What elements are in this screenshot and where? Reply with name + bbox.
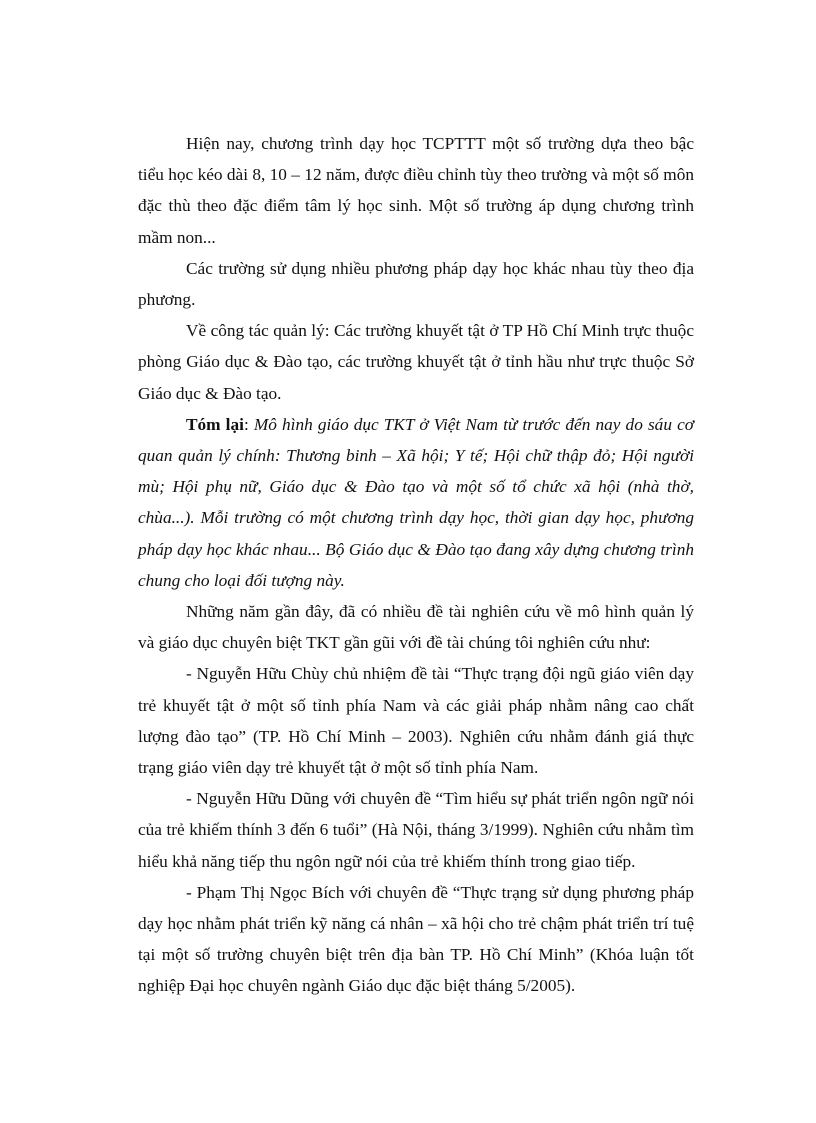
paragraph-curriculum: Hiện nay, chương trình dạy học TCPTTT một số trường dựa theo bậc tiểu học kéo dài 8, 10 – 12 năm, được điều chỉnh tùy theo trường và một số môn đặc thù theo đặc điểm tâm lý học sinh. Một số trường áp dụng chương trình mầm non...: [138, 134, 694, 247]
summary-separator: :: [243, 414, 254, 434]
list-item-research-dung: - Nguyễn Hữu Dũng với chuyên đề “Tìm hiểu sự phát triển ngôn ngữ nói của trẻ khiếm thính 3 đến 6 tuổi” (Hà Nội, tháng 3/1999). Nghiên cứu nhằm tìm hiểu khả năng tiếp thu ngôn ngữ nói của trẻ khiếm thính trong giao tiếp.: [138, 789, 694, 871]
summary-text: Mô hình giáo dục TKT ở Việt Nam từ trước đến nay do sáu cơ quan quản lý chính: Thương binh – Xã hội; Y tế; Hội chữ thập đỏ; Hội người mù; Hội phụ nữ, Giáo dục & Đào tạo và một số tổ chức xã hội (nhà thờ, chùa...). Mỗi trường có một chương trình dạy học, thời gian dạy học, phương pháp dạy học khác nhau... Bộ Giáo dục & Đào tạo đang xây dựng chương trình chung cho loại đối tượng này.: [138, 414, 694, 590]
paragraph-teaching-methods: Các trường sử dụng nhiều phương pháp dạy học khác nhau tùy theo địa phương.: [138, 258, 694, 310]
paragraph-management: Về công tác quản lý: Các trường khuyết tật ở TP Hồ Chí Minh trực thuộc phòng Giáo dục & Đào tạo, các trường khuyết tật ở tỉnh hầu như trực thuộc Sở Giáo dục & Đào tạo.: [138, 321, 694, 403]
list-item-research-bich: - Phạm Thị Ngọc Bích với chuyên đề “Thực trạng sử dụng phương pháp dạy học nhằm phát triển kỹ năng cá nhân – xã hội cho trẻ chậm phát triển trí tuệ tại một số trường chuyên biệt trên địa bàn TP. Hồ Chí Minh” (Khóa luận tốt nghiệp Đại học chuyên ngành Giáo dục đặc biệt tháng 5/2005).: [138, 882, 694, 996]
page-body: [138, 128, 694, 1002]
summary-lead: Tóm lại: [186, 414, 244, 434]
paragraph-related-research: Những năm gần đây, đã có nhiều đề tài nghiên cứu về mô hình quản lý và giáo dục chuyên biệt TKT gần gũi với đề tài chúng tôi nghiên cứu như:: [138, 602, 694, 653]
paragraph-summary: [138, 409, 694, 596]
list-item-research-chuy: - Nguyễn Hữu Chùy chủ nhiệm đề tài “Thực trạng đội ngũ giáo viên dạy trẻ khuyết tật ở một số tỉnh phía Nam và các giải pháp nhằm nâng cao chất lượng đào tạo” (TP. Hồ Chí Minh – 2003). Nghiên cứu nhằm đánh giá thực trạng giáo viên dạy trẻ khuyết tật ở một số tỉnh phía Nam.: [138, 664, 694, 778]
